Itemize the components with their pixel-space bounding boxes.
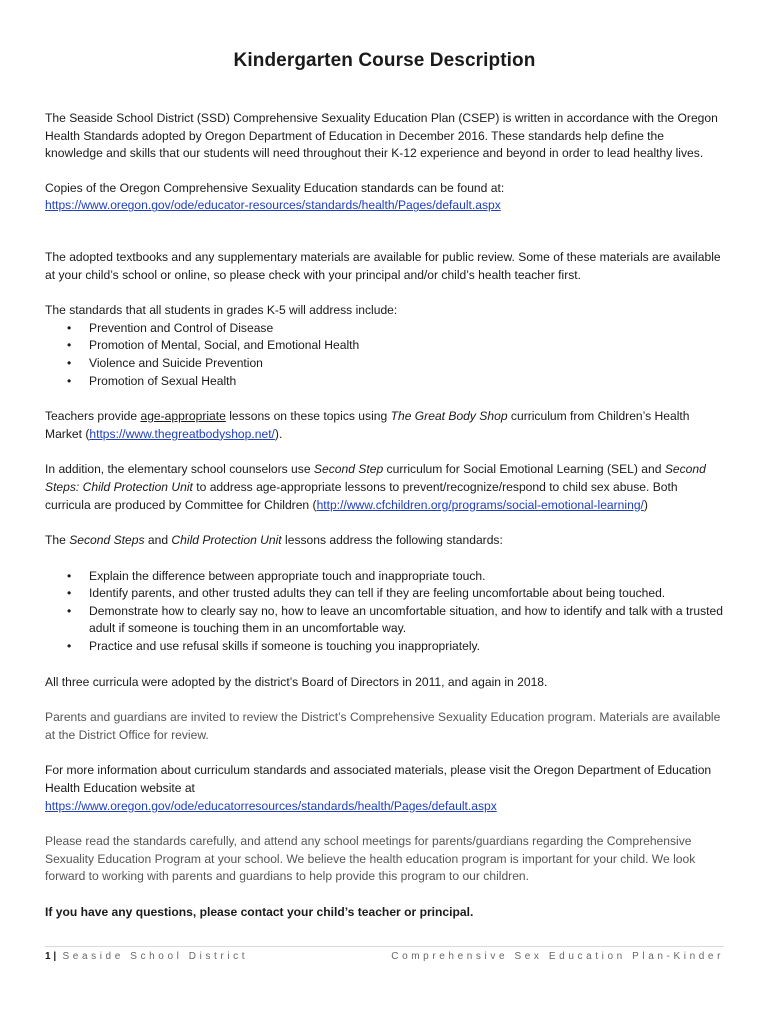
list-item: • Demonstrate how to clearly say no, how to leave an uncomfortable situation, and how to identify and talk with a trusted adult if someone is touching them in an uncomfortable way. (67, 603, 723, 636)
adopted-paragraph: All three curricula were adopted by the district’s Board of Directors in 2011, and again in 2018. (45, 674, 548, 689)
great-body-shop-link[interactable]: https://www.thegreatbodyshop.net/ (89, 426, 275, 441)
lessons-list (45, 568, 724, 656)
footer-plan: Comprehensive Sex Education Plan-Kinder (391, 951, 724, 962)
list-item: • Prevention and Control of Disease (89, 320, 724, 338)
cfchildren-link[interactable]: http://www.cfchildren.org/programs/social-emotional-learning/ (316, 497, 644, 512)
footer-district: Seaside School District (62, 951, 249, 962)
list-item: • Explain the difference between appropriate touch and inappropriate touch. (89, 568, 724, 586)
list-item: • Promotion of Mental, Social, and Emotional Health (89, 337, 724, 355)
intro-paragraph: The Seaside School District (SSD) Comprehensive Sexuality Education Plan (CSEP) is written in accordance with the Oregon Health Standards adopted by Oregon Department of Education in December 2016. These standards help define the knowledge and skills that our students will need throughout their K-12 experience and beyond in order to lead healthy lives. (45, 111, 718, 161)
parents-paragraph: Parents and guardians are invited to review the District’s Comprehensive Sexuality Education program. Materials are available at the District Office for review. (45, 710, 721, 742)
counselors-paragraph: In addition, the elementary school counselors use Second Step curriculum for Social Emotional Learning (SEL) and Second Steps: Child Protection Unit to address age-appropriate lessons to prevent/recognize/respond to child sex abuse. Both curricula are produced by Committee for Children (http://www.cfchildren.org/programs/social-emotional-learning/) (45, 462, 706, 512)
bullet-icon: • (67, 373, 72, 388)
copies-text: Copies of the Oregon Comprehensive Sexuality Education standards can be found at: (45, 180, 505, 195)
standards-intro: The standards that all students in grades K-5 will address include: (45, 303, 398, 318)
child-protection-unit-name: Second Steps: Child Protection Unit (45, 462, 706, 494)
second-step-name: Second Step (313, 462, 384, 477)
page-number: 1 | (45, 951, 57, 962)
standards-link[interactable]: https://www.oregon.gov/ode/educator-resources/standards/health/Pages/default.aspx (45, 198, 501, 213)
list-item: • Promotion of Sexual Health (89, 373, 724, 391)
page-title: Kindergarten Course Description (233, 50, 536, 71)
list-item: • Violence and Suicide Prevention (89, 355, 724, 373)
curriculum-name: The Great Body Shop (390, 409, 508, 424)
bullet-icon: • (67, 320, 72, 335)
standards-list (45, 320, 724, 390)
lessons-intro: The Second Steps and Child Protection Unit lessons address the following standards: (45, 533, 503, 548)
bullet-icon: • (67, 355, 72, 370)
closing-paragraph: If you have any questions, please contact your child’s teacher or principal. (45, 905, 474, 919)
bullet-icon: • (67, 639, 72, 654)
copies-paragraph (45, 180, 724, 215)
bullet-icon: • (67, 338, 72, 353)
bullet-icon: • (67, 568, 72, 583)
health-education-link[interactable]: https://www.oregon.gov/ode/educatorresources/standards/health/Pages/default.aspx (45, 798, 497, 813)
teachers-paragraph: Teachers provide age-appropriate lessons on these topics using The Great Body Shop curriculum from Children’s Health Market (https://www.thegreatbodyshop.net/). (45, 409, 690, 441)
textbooks-paragraph: The adopted textbooks and any supplementary materials are available for public review. Some of these materials are available at your child’s school or online, so please check with your principal and/or child’s health teacher first. (45, 249, 721, 282)
page-footer (45, 946, 724, 969)
age-appropriate-term: age-appropriate (140, 409, 226, 424)
list-item: • Identify parents, and other trusted adults they can tell if they are feeling uncomfortable about being touched. (89, 585, 724, 603)
please-read-paragraph: Please read the standards carefully, and attend any school meetings for parents/guardians regarding the Comprehensive Sexuality Education Program at your school. We believe the health education program is important for your child. We look forward to working with parents and guardians to help provide this program to our children. (45, 834, 696, 884)
list-item: • Practice and use refusal skills if someone is touching you inappropriately. (89, 638, 724, 656)
bullet-icon: • (67, 586, 72, 601)
more-info-paragraph: For more information about curriculum standards and associated materials, please visit the Oregon Department of Education Health Education website at https://www.oregon.gov/ode/educatorresources/standards/health/Pages/default.aspx (45, 763, 712, 813)
bullet-icon: • (67, 603, 72, 618)
